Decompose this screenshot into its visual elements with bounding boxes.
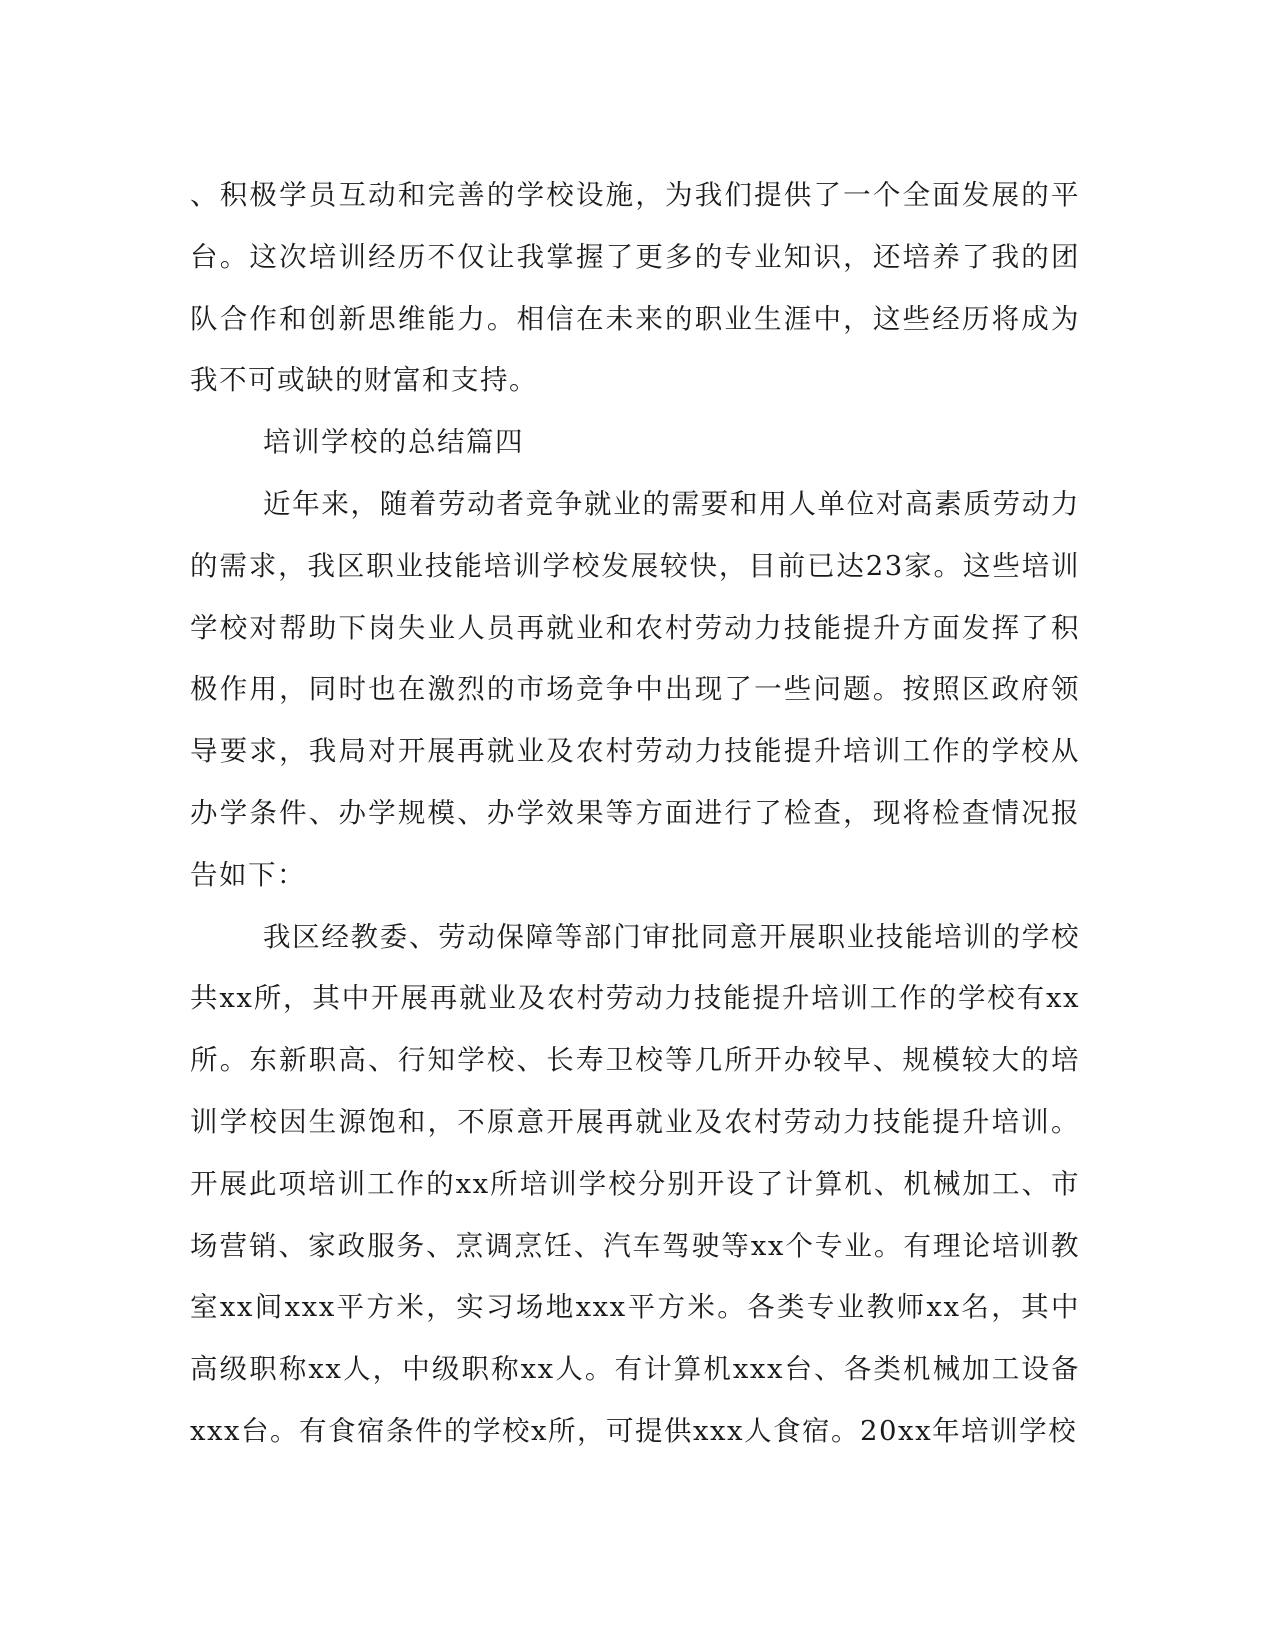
document-body — [190, 165, 1080, 1463]
details-paragraph: 我区经教委、劳动保障等部门审批同意开展职业技能培训的学校共xx所，其中开展再就业及农村劳动力技能提升培训工作的学校有xx所。东新职高、行知学校、长寿卫校等几所开办较早、规模较大的培训学校因生源饱和，不原意开展再就业及农村劳动力技能提升培训。开展此项培训工作的xx所培训学校分别开设了计算机、机械加工、市场营销、家政服务、烹调烹饪、汽车驾驶等xx个专业。有理论培训教室xx间xxx平方米，实习场地xxx平方米。各类专业教师xx名，其中高级职称xx人，中级职称xx人。有计算机xxx台、各类机械加工设备xxx台。有食宿条件的学校x所，可提供xxx人食宿。20xx年培训学校 — [190, 920, 1080, 1447]
continuation-paragraph: 、积极学员互动和完善的学校设施，为我们提供了一个全面发展的平台。这次培训经历不仅让我掌握了更多的专业知识，还培养了我的团队合作和创新思维能力。相信在未来的职业生涯中，这些经历将成为我不可或缺的财富和支持。 — [190, 179, 1080, 397]
intro-paragraph: 近年来，随着劳动者竞争就业的需要和用人单位对高素质劳动力的需求，我区职业技能培训学校发展较快，目前已达23家。这些培训学校对帮助下岗失业人员再就业和农村劳动力技能提升方面发挥了积极作用，同时也在激烈的市场竞争中出现了一些问题。按照区政府领导要求，我局对开展再就业及农村劳动力技能提升培训工作的学校从办学条件、办学规模、办学效果等方面进行了检查，现将检查情况报告如下： — [190, 487, 1080, 891]
section-heading: 培训学校的总结篇四 — [263, 426, 524, 459]
